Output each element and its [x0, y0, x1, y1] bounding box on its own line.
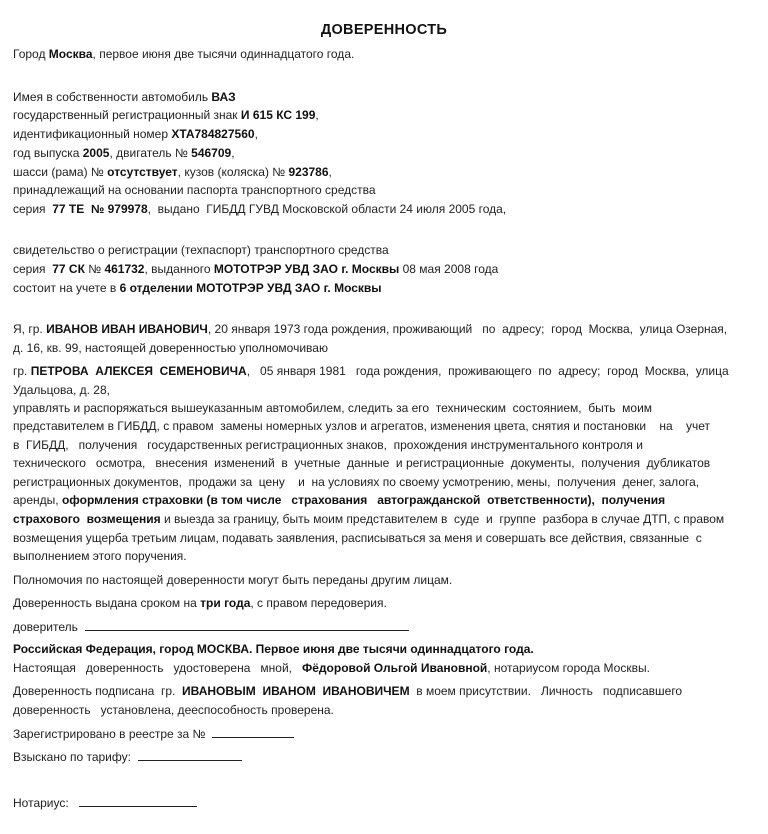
principal-signature-line: доверитель — [13, 619, 409, 635]
notary-signature-line: Нотариус: — [13, 795, 197, 811]
registry-number-blank — [212, 726, 294, 738]
identity-verified-line: доверенность установлена, дееспособность проверена. — [13, 703, 334, 717]
registration-cert-line: свидетельство о регистрации (техпаспорт) транспортного средства — [13, 243, 389, 257]
powers-line-4: технического осмотра, внесения изменений в учетные данные и регистрационные документы, получения дубликатов — [13, 456, 711, 470]
year-engine-line: год выпуска 2005, двигатель № 546709, — [13, 146, 235, 160]
powers-line-3: в ГИБДД, получения государственных регистрационных знаков, прохождения инструментального контроля и — [13, 438, 643, 452]
ownership-line: принадлежащий на основании паспорта транспортного средства — [13, 183, 376, 197]
powers-line-2: представителем в ГИБДД, с правом замены номерных узлов и агрегатов, изменения цвета, снятия и постановки на учет — [13, 419, 711, 433]
powers-line-6: аренды, оформления страховки (в том числе страхования автогражданской ответственности), получения — [13, 493, 666, 507]
powers-line-1: управлять и распоряжаться вышеуказанным автомобилем, следить за его техническим состоянием, быть моим — [13, 401, 653, 415]
agent-address-line: Удальцова, д. 28, — [13, 383, 110, 397]
powers-line-7: страхового возмещения и выезда за границу, быть моим представителем в суде и группе разбора в случае ДТП, с правом — [13, 512, 725, 526]
passport-series-line: серия 77 ТЕ № 979978, выдано ГИБДД ГУВД Московской области 24 июля 2005 года, — [13, 202, 507, 216]
principal-line: Я, гр. ИВАНОВ ИВАН ИВАНОВИЧ, 20 января 1973 года рождения, проживающий по адресу; город Москва, улица Озерная, — [13, 322, 728, 336]
notary-signature-blank — [79, 795, 197, 807]
agent-line: гр. ПЕТРОВА АЛЕКСЕЯ СЕМЕНОВИЧА, 05 января 1981 года рождения, проживающего по адресу; город Москва, улица — [13, 364, 729, 378]
notary-certification-line: Настоящая доверенность удостоверена мной, Фёдоровой Ольгой Ивановной, нотариусом города Москвы. — [13, 661, 650, 675]
chassis-body-line: шасси (рама) № отсутствует, кузов (коляска) № 923786, — [13, 165, 332, 179]
transfer-powers-line: Полномочия по настоящей доверенности могут быть переданы другим лицам. — [13, 573, 453, 587]
tariff-line: Взыскано по тарифу: — [13, 749, 242, 765]
vehicle-line: Имея в собственности автомобиль ВАЗ — [13, 90, 236, 104]
term-line: Доверенность выдана сроком на три года, с правом передоверия. — [13, 596, 387, 610]
principal-address-line: д. 16, кв. 99, настоящей доверенностью уполномочиваю — [13, 341, 328, 355]
tariff-blank — [138, 749, 242, 761]
registered-at-line: состоит на учете в 6 отделении МОТОТРЭР УВД ЗАО г. Москвы — [13, 281, 382, 295]
registry-line: Зарегистрировано в реестре за № — [13, 726, 294, 742]
principal-signature-blank — [85, 619, 409, 631]
powers-line-8: возмещения ущерба третьим лицам, подавать заявления, расписываться за меня и совершать все действия, связанные с — [13, 531, 702, 545]
powers-line-5: регистрационных документов, продажи за цену и на условиях по своему усмотрению, мены, получения денег, залога, — [13, 475, 700, 489]
document-title: ДОВЕРЕННОСТЬ — [320, 22, 448, 38]
place-date-line: Город Москва, первое июня две тысячи одиннадцатого года. — [13, 47, 355, 61]
vin-line: идентификационный номер XTA784827560, — [13, 127, 258, 141]
signed-by-line: Доверенность подписана гр. ИВАНОВЫМ ИВАНОМ ИВАНОВИЧЕМ в моем присутствии. Личность подписавшего — [13, 684, 683, 698]
cert-series-line: серия 77 СК № 461732, выданного МОТОТРЭР УВД ЗАО г. Москвы 08 мая 2008 года — [13, 262, 499, 276]
plate-line: государственный регистрационный знак И 615 КС 199, — [13, 108, 319, 122]
powers-line-9: выполнением этого поручения. — [13, 549, 187, 563]
notary-header-line: Российская Федерация, город МОСКВА. Первое июня две тысячи одиннадцатого года. — [13, 642, 534, 656]
